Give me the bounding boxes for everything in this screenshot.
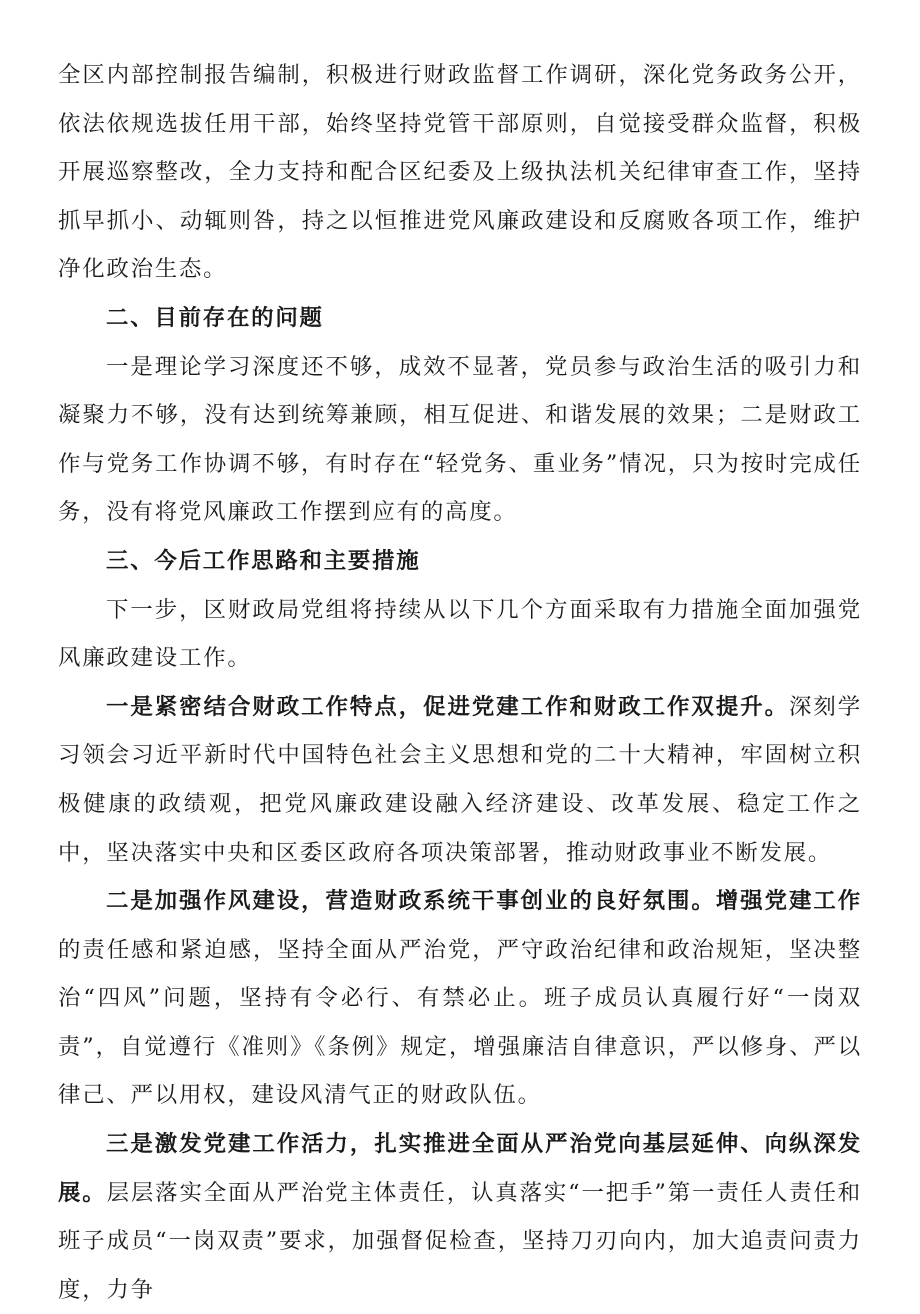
paragraph-measure-3 [58, 1120, 862, 1314]
measure-2-body: 的责任感和紧迫感，坚持全面从严治党，严守政治纪律和政治规矩，坚决整治“四风”问题，坚持有令必行、有禁必止。班子成员认真履行好“一岗双责”，自觉遵行《准则》《条例》规定，增强廉洁自律意识，严以修身、严以律己、严以用权，建设风清气正的财政队伍。 [58, 936, 862, 1109]
paragraph-problems: 一是理论学习深度还不够，成效不显著，党员参与政治生活的吸引力和凝聚力不够，没有达到统筹兼顾，相互促进、和谐发展的效果；二是财政工作与党务工作协调不够，有时存在“轻党务、重业务”情况，只为按时完成任务，没有将党风廉政工作摆到应有的高度。 [58, 353, 862, 526]
measure-2-lead-mid: 增强党建工作 [715, 888, 863, 915]
paragraph-continuation: 全区内部控制报告编制，积极进行财政监督工作调研，深化党务政务公开，依法依规选拔任用干部，始终坚持党管干部原则，自觉接受群众监督，积极开展巡察整改，全力支持和配合区纪委及上级执法机关纪律审查工作，坚持抓早抓小、动辄则咎，持之以恒推进党风廉政建设和反腐败各项工作，维护净化政治生态。 [58, 62, 862, 283]
paragraph-intro: 下一步，区财政局党组将持续从以下几个方面采取有力措施全面加强党风廉政建设工作。 [58, 596, 862, 672]
section-heading-problems: 二、目前存在的问题 [106, 304, 324, 331]
measure-3-lead: 三是激发党建工作活力，扎实推进全面从严治党向基层延伸、向纵深发展。 [58, 1131, 862, 1206]
measure-1-lead: 一是紧密结合财政工作特点，促进党建工作和财政工作双提升。 [106, 693, 790, 720]
paragraph-measure-1 [58, 683, 862, 877]
section-heading-measures: 三、今后工作思路和主要措施 [106, 547, 421, 574]
measure-2-lead: 二是加强作风建设，营造财政系统干事创业的良好氛围。 [106, 888, 716, 915]
measure-3-body: 层层落实全面从严治党主体责任，认真落实“一把手”第一责任人责任和班子成员“一岗双责”要求，加强督促检查，坚持刀刃向内，加大追责问责力度，力争 [58, 1179, 862, 1303]
paragraph-measure-2 [58, 877, 862, 1120]
measure-1-body: 深刻学习领会习近平新时代中国特色社会主义思想和党的二十大精神，牢固树立积极健康的政绩观，把党风廉政建设融入经济建设、改革发展、稳定工作之中，坚决落实中央和区委区政府各项决策部署，推动财政事业不断发展。 [58, 693, 862, 866]
